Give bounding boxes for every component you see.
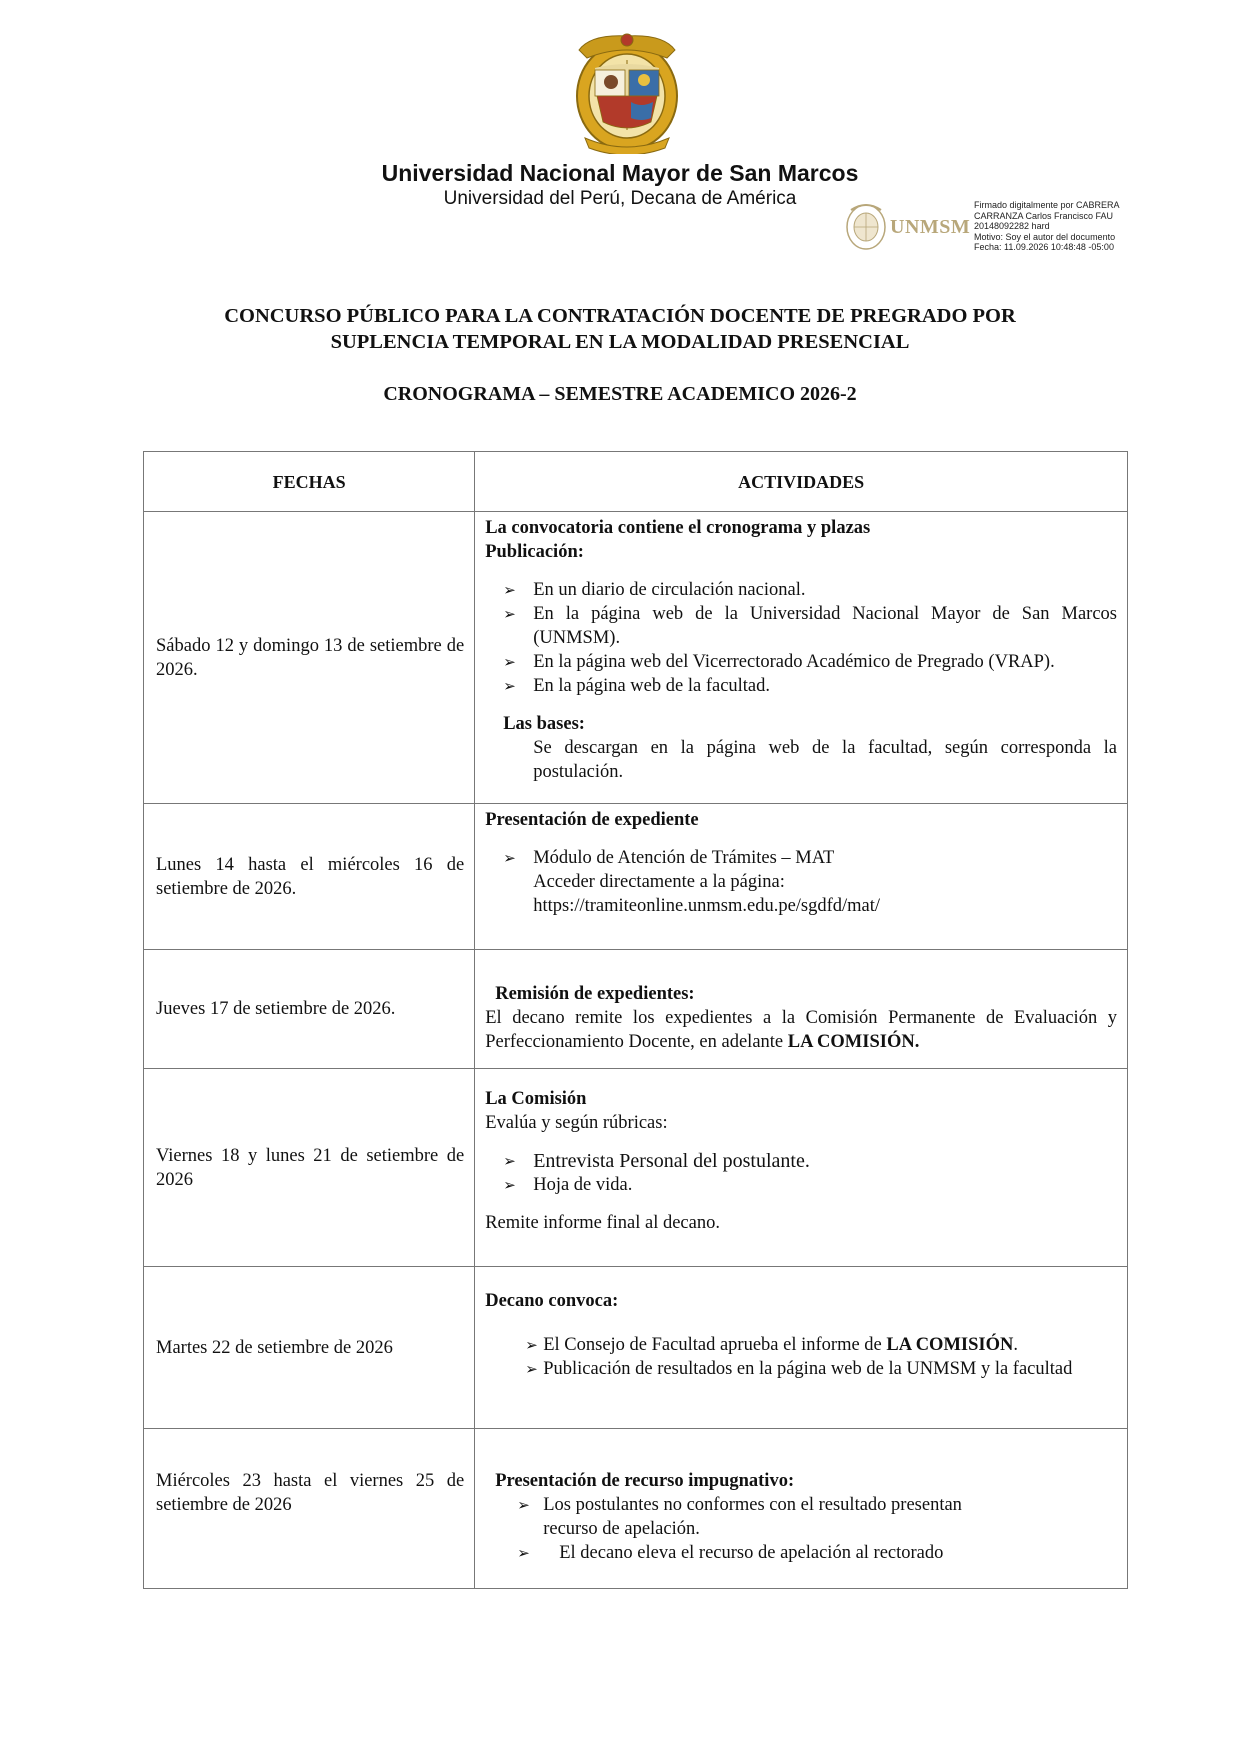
document-subtitle: CRONOGRAMA – SEMESTRE ACADEMICO 2026-2 [383,383,857,405]
university-name: Universidad Nacional Mayor de San Marcos [381,160,859,186]
list-item-end: . [1013,1335,1018,1355]
date-cell: Jueves 17 de setiembre de 2026. [144,950,475,1069]
table-row [144,512,1128,804]
activity-cell [475,804,1128,950]
list-item: ➢ En la página web de la facultad. [503,674,1117,698]
activity-text-body: El decano remite los expedientes a la Comisión Permanente de Evaluación y Perfeccionamiento Docente, en adelante [485,1008,1117,1052]
signature-line: Fecha: 11.09.2026 10:48:48 -05:00 [974,242,1114,252]
list-item: ➢ Los postulantes no conformes con el resultado presentan recurso de apelación. [517,1493,997,1541]
list-item: ➢ Hoja de vida. [503,1173,1117,1197]
table-row [144,804,1128,950]
activity-text [485,1006,1117,1054]
activity-text: Remite informe final al decano. [485,1213,720,1233]
date-cell: Miércoles 23 hasta el viernes 25 de setiembre de 2026 [144,1429,475,1589]
list-item: ➢ Módulo de Atención de Trámites – MAT [503,846,1117,870]
activity-heading: La Comisión [485,1089,587,1109]
header-dates: FECHAS [144,452,475,512]
activity-list [485,846,1117,870]
signature-line: 20148092282 hard [974,221,1050,231]
list-item: ➢ El decano eleva el recurso de apelación al rectorado [517,1541,997,1565]
signature-brand: UNMSM [890,216,971,238]
activity-text: Evalúa y según rúbricas: [485,1113,668,1133]
header-activities: ACTIVIDADES [475,452,1128,512]
date-cell: Viernes 18 y lunes 21 de setiembre de 2026 [144,1069,475,1267]
activity-heading: La convocatoria contiene el cronograma y plazas [485,518,871,538]
date-cell: Martes 22 de setiembre de 2026 [144,1267,475,1429]
digital-signature-text [974,200,1174,253]
signature-line: Firmado digitalmente por CABRERA [974,200,1120,210]
activity-text: Se descargan en la página web de la facultad, según corresponda la postulación. [533,738,1117,782]
activity-cell [475,1429,1128,1589]
activity-heading: Decano convoca: [485,1291,619,1311]
document-title [140,303,1100,355]
activity-text: Acceder directamente a la página: [533,872,785,892]
signature-line: CARRANZA Carlos Francisco FAU [974,210,1114,221]
table-header-row [144,452,1128,512]
table-row [144,1267,1128,1429]
activity-heading: Las bases: [503,714,585,734]
activity-url: https://tramiteonline.unmsm.edu.pe/sgdfd/mat/ [533,896,881,916]
list-item-text: El Consejo de Facultad aprueba el informe de [543,1335,887,1355]
list-item: ➢ En un diario de circulación nacional. [503,578,1117,602]
list-item-bold: LA COMISIÓN [886,1335,1014,1355]
signature-line: Motivo: Soy el autor del documento [974,231,1116,242]
activity-cell [475,950,1128,1069]
activity-list [485,578,1117,698]
activity-list [485,1493,997,1565]
university-subtitle: Universidad del Perú, Decana de América [443,188,797,209]
activity-text-bold: LA COMISIÓN. [787,1032,920,1052]
list-item: ➢ En la página web del Vicerrectorado Académico de Pregrado (VRAP). [503,650,1117,674]
schedule-table [143,451,1128,1589]
signature-seal-icon [843,200,889,252]
activity-heading: Remisión de expedientes: [495,984,695,1004]
list-item [525,1333,1117,1357]
date-cell: Lunes 14 hasta el miércoles 16 de setiembre de 2026. [144,804,475,950]
table-row [144,1069,1128,1267]
table-row [144,1429,1128,1589]
table-row [144,950,1128,1069]
activity-heading: Publicación: [485,542,584,562]
list-item: ➢ Publicación de resultados en la página web de la UNMSM y la facultad [525,1357,1117,1381]
activity-cell [475,1069,1128,1267]
university-crest-logo [571,30,683,154]
activity-list [485,1149,1117,1197]
title-line: CONCURSO PÚBLICO PARA LA CONTRATACIÓN DOCENTE DE PREGRADO POR [224,305,1016,327]
activity-heading: Presentación de expediente [485,810,699,830]
date-cell: Sábado 12 y domingo 13 de setiembre de 2026. [144,512,475,804]
list-item: ➢ Entrevista Personal del postulante. [503,1149,1117,1173]
list-item: ➢ En la página web de la Universidad Nacional Mayor de San Marcos (UNMSM). [503,602,1117,650]
activity-cell [475,512,1128,804]
activity-heading: Presentación de recurso impugnativo: [495,1471,795,1491]
activity-list [485,1333,1117,1381]
title-line: SUPLENCIA TEMPORAL EN LA MODALIDAD PRESENCIAL [330,331,910,353]
activity-cell [475,1267,1128,1429]
